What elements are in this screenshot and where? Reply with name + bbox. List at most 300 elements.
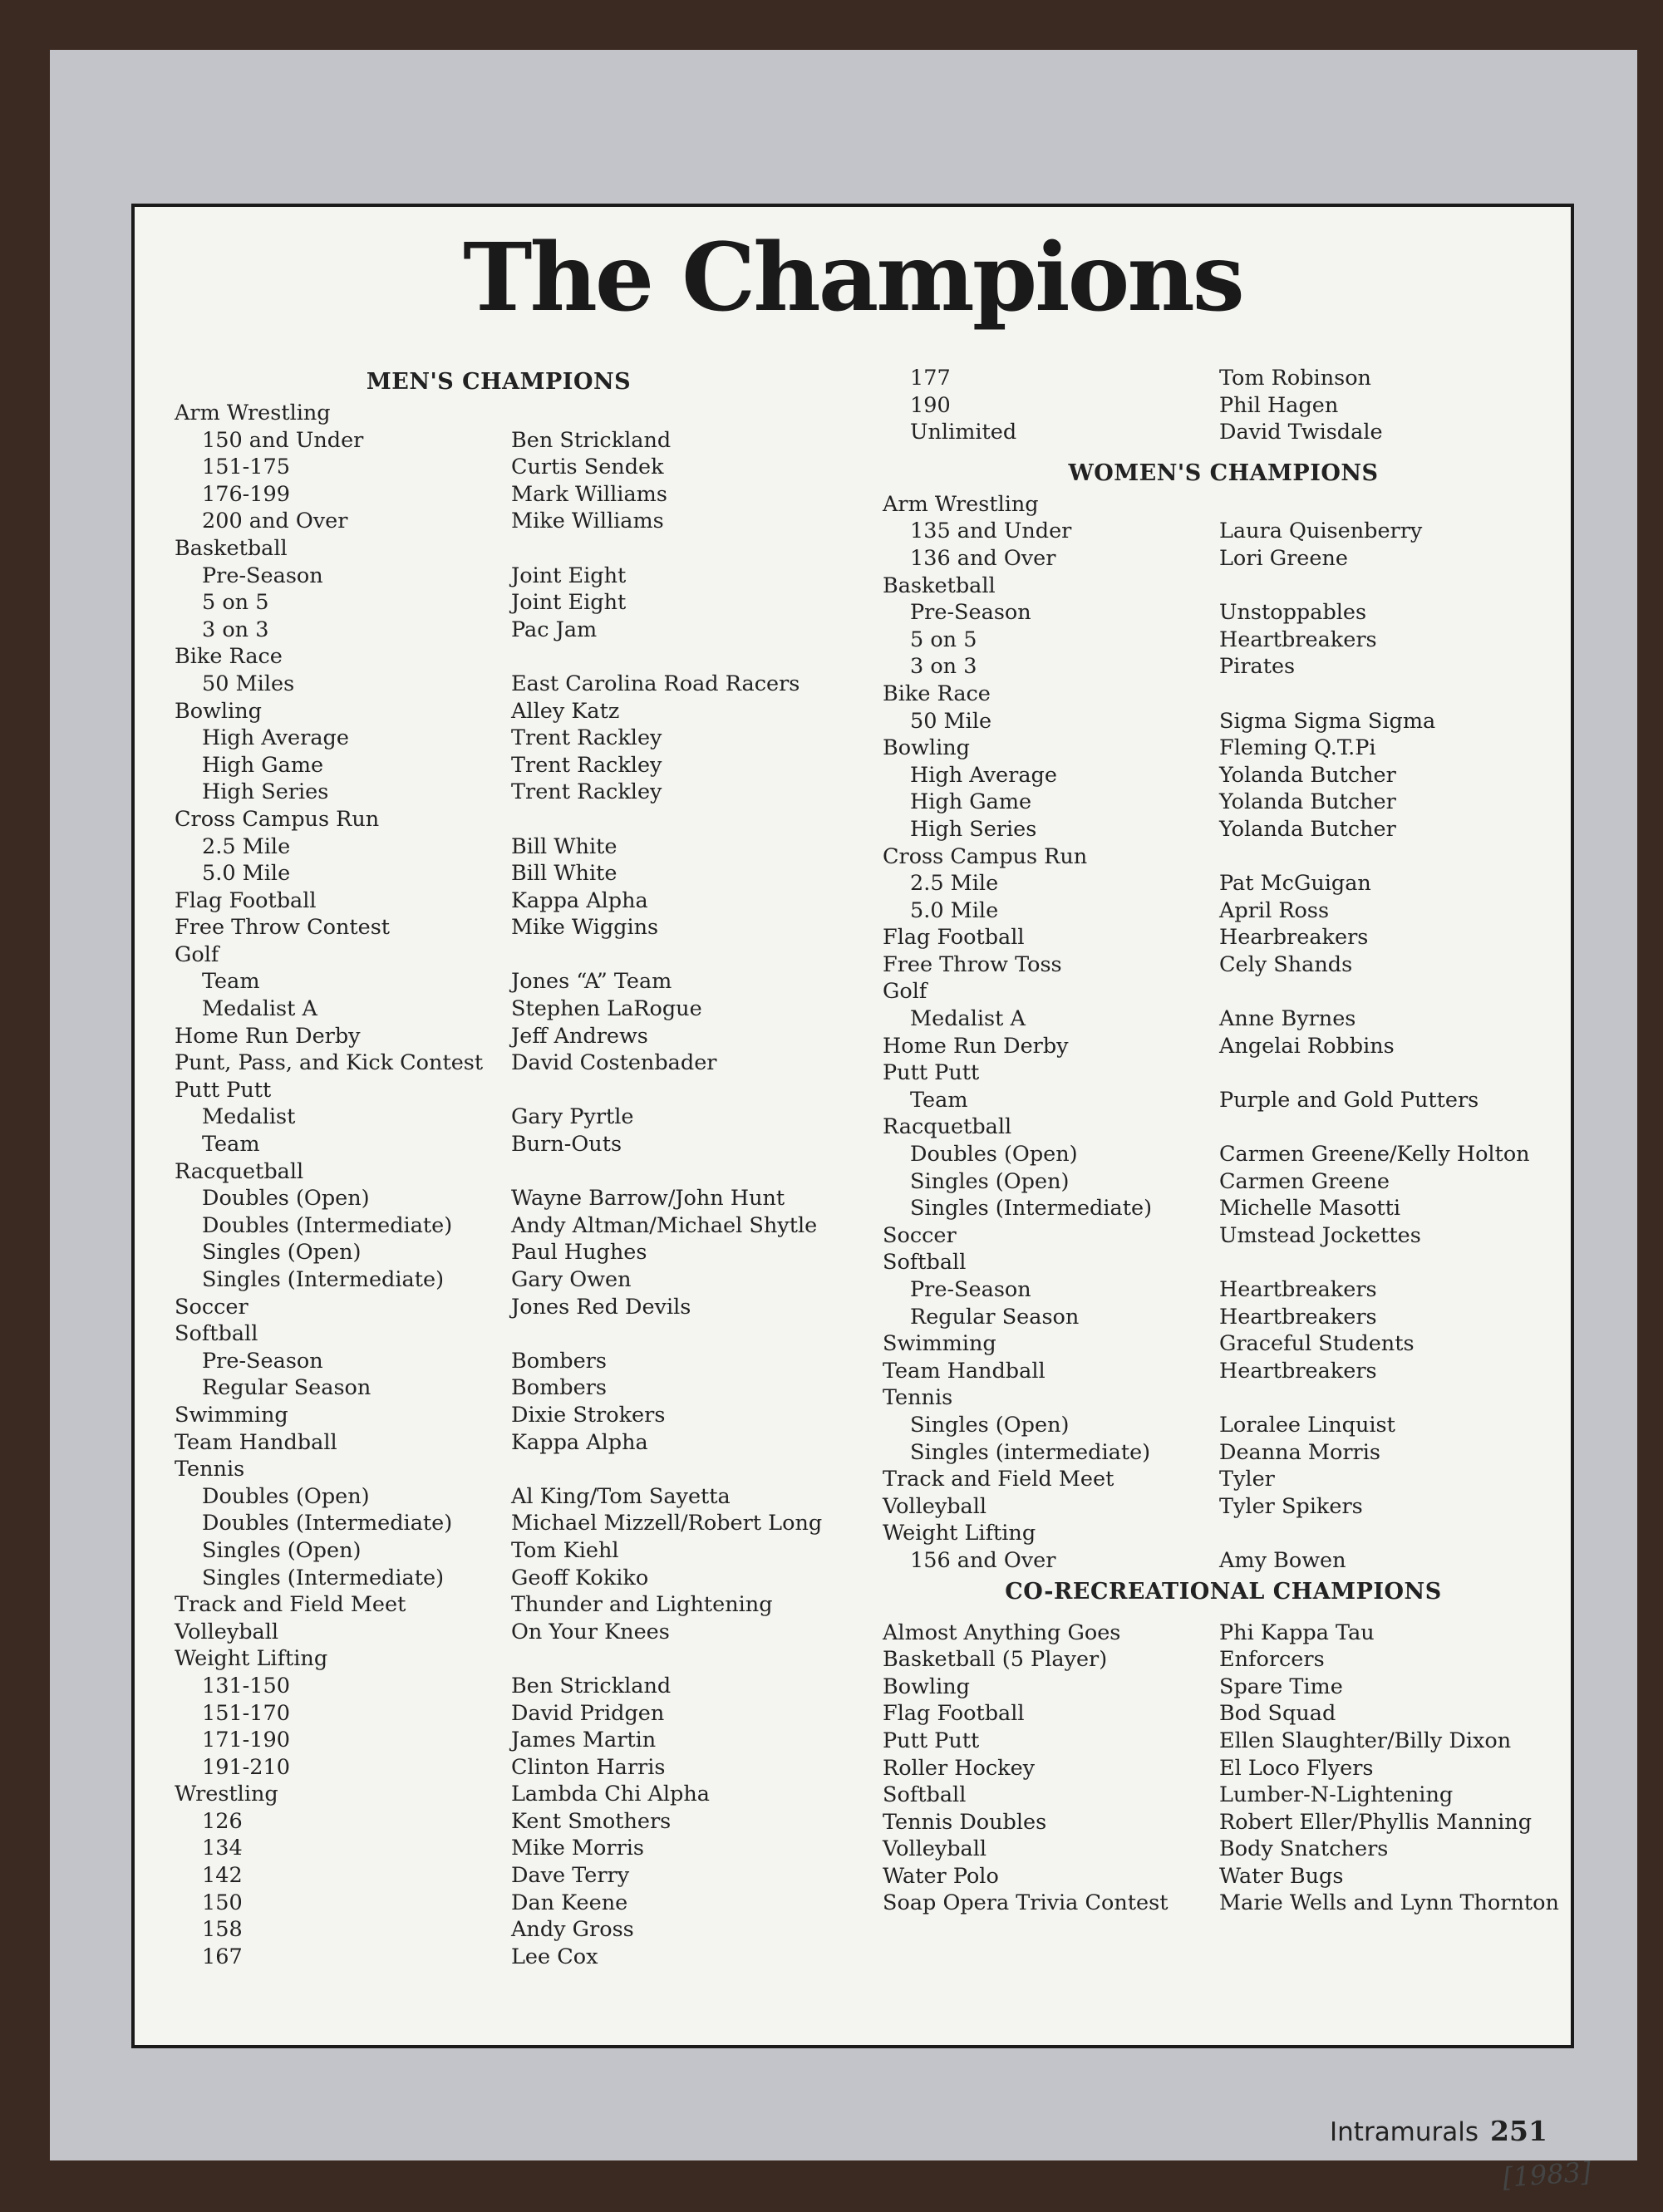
event-name: Medalist A xyxy=(910,1006,1026,1032)
champion-name xyxy=(1219,1113,1564,1141)
champion-name: Joint Eight xyxy=(511,563,627,588)
corec-list xyxy=(883,1620,1564,1918)
event-name: Doubles (Open) xyxy=(202,1186,370,1212)
champion-name: On Your Knees xyxy=(511,1619,670,1644)
result-row xyxy=(883,1890,1564,1917)
champion-name: April Ross xyxy=(1219,897,1330,923)
event-name: Doubles (Intermediate) xyxy=(202,1212,453,1238)
champion-name: Mike Williams xyxy=(511,509,664,534)
event-name: Free Throw Contest xyxy=(175,915,391,941)
event-name: 151-170 xyxy=(202,1700,290,1726)
result-row xyxy=(883,1700,1564,1728)
result-row xyxy=(175,698,856,725)
champion-name: Bod Squad xyxy=(1219,1701,1336,1727)
event-name: 5 on 5 xyxy=(910,627,977,652)
event-name: 3 on 3 xyxy=(202,617,269,642)
champion-name: Lori Greene xyxy=(1219,545,1348,571)
result-row xyxy=(175,1483,856,1511)
result-row xyxy=(175,1916,856,1944)
event-name: 5.0 Mile xyxy=(202,861,291,887)
corec-heading: CO-RECREATIONAL CHAMPIONS xyxy=(1005,1578,1442,1605)
result-row xyxy=(175,1862,856,1890)
event-name: Tennis xyxy=(175,1457,245,1482)
event-name: Team xyxy=(910,1087,968,1113)
result-row xyxy=(883,1005,1564,1033)
result-row xyxy=(883,1439,1564,1467)
result-row xyxy=(883,897,1564,925)
champion-name: Andy Gross xyxy=(511,1917,634,1943)
result-row xyxy=(883,1674,1564,1701)
result-row xyxy=(175,887,856,915)
champion-name: Ben Strickland xyxy=(511,1673,672,1698)
event-name: Swimming xyxy=(175,1402,288,1428)
champion-name: Dave Terry xyxy=(511,1863,630,1889)
result-row xyxy=(883,1809,1564,1836)
result-row xyxy=(883,1358,1564,1385)
result-row xyxy=(883,1168,1564,1196)
champion-name: Sigma Sigma Sigma xyxy=(1219,708,1436,734)
champion-name: Tyler xyxy=(1219,1467,1275,1492)
champion-name: El Loco Flyers xyxy=(1219,1755,1374,1781)
event-name: Golf xyxy=(883,979,927,1005)
champion-name: Kent Smothers xyxy=(511,1808,672,1834)
event-name: Regular Season xyxy=(910,1304,1080,1330)
result-row xyxy=(175,1456,856,1483)
champion-name: Mike Wiggins xyxy=(511,915,659,941)
mens-list xyxy=(175,400,856,1970)
event-name: 135 and Under xyxy=(910,519,1072,544)
champion-name xyxy=(1219,1384,1564,1412)
event-name: Punt, Pass, and Kick Contest xyxy=(175,1050,484,1076)
event-name: Arm Wrestling xyxy=(883,491,1039,517)
champion-name: Jones “A” Team xyxy=(511,969,672,995)
result-row xyxy=(175,1429,856,1457)
result-row xyxy=(175,1320,856,1348)
event-name: Pre-Season xyxy=(910,1277,1031,1302)
champion-name xyxy=(1219,978,1564,1005)
result-row xyxy=(175,1348,856,1375)
event-name: 136 and Over xyxy=(910,545,1056,571)
result-row xyxy=(883,365,1564,392)
champion-name: Bill White xyxy=(511,861,617,887)
result-row xyxy=(175,1700,856,1728)
event-name: 191-210 xyxy=(202,1754,290,1780)
result-row xyxy=(175,725,856,752)
champion-name: Heartbreakers xyxy=(1219,627,1377,652)
champion-name: Andy Altman/Michael Shytle xyxy=(511,1212,818,1238)
event-name: 150 and Under xyxy=(202,427,364,453)
event-name: Weight Lifting xyxy=(175,1646,328,1672)
champion-name: Lumber-N-Lightening xyxy=(1219,1782,1454,1808)
event-name: 142 xyxy=(202,1863,243,1889)
result-row xyxy=(883,1087,1564,1114)
event-name: Soccer xyxy=(883,1222,957,1248)
event-name: Soccer xyxy=(175,1294,248,1320)
result-row xyxy=(883,870,1564,897)
champion-name: Lambda Chi Alpha xyxy=(511,1782,710,1807)
champion-name: Dixie Strokers xyxy=(511,1402,666,1428)
event-name: 150 xyxy=(202,1890,243,1915)
event-name: Singles (Open) xyxy=(910,1168,1070,1194)
result-row xyxy=(883,681,1564,708)
result-row xyxy=(175,1158,856,1186)
event-name: Medalist A xyxy=(202,996,317,1022)
champion-name: East Carolina Road Racers xyxy=(511,671,800,696)
champion-name: Al King/Tom Sayetta xyxy=(511,1483,731,1509)
event-name: Basketball xyxy=(883,573,996,598)
result-row xyxy=(883,1033,1564,1060)
champion-name: Carmen Greene/Kelly Holton xyxy=(1219,1142,1530,1167)
page-title: The Champions xyxy=(463,224,1242,332)
event-name: Soap Opera Trivia Contest xyxy=(883,1890,1169,1916)
event-name: Water Polo xyxy=(883,1863,999,1889)
event-name: 134 xyxy=(202,1836,243,1861)
event-name: 5.0 Mile xyxy=(910,897,999,923)
champion-name: Thunder and Lightening xyxy=(511,1592,773,1618)
result-row xyxy=(175,535,856,563)
result-row xyxy=(175,1239,856,1266)
champion-name: Dan Keene xyxy=(511,1890,628,1915)
champion-name: Clinton Harris xyxy=(511,1754,666,1780)
event-name: Pre-Season xyxy=(202,563,323,588)
champion-name xyxy=(1219,843,1564,871)
result-row xyxy=(175,752,856,779)
champion-name: Curtis Sendek xyxy=(511,455,664,480)
champion-name: Jones Red Devils xyxy=(511,1294,691,1320)
event-name: 3 on 3 xyxy=(910,654,977,680)
champion-name: Heartbreakers xyxy=(1219,1277,1377,1302)
champion-name: Gary Pyrtle xyxy=(511,1104,634,1130)
event-name: Singles (intermediate) xyxy=(910,1439,1151,1465)
result-row xyxy=(883,1520,1564,1547)
result-row xyxy=(883,1728,1564,1755)
result-row xyxy=(175,1890,856,1917)
result-row xyxy=(883,545,1564,573)
champion-name xyxy=(511,1077,856,1104)
champion-name: Heartbreakers xyxy=(1219,1358,1377,1384)
event-name: Free Throw Toss xyxy=(883,951,1062,977)
result-row xyxy=(175,1537,856,1565)
result-row xyxy=(883,816,1564,843)
champion-name: James Martin xyxy=(511,1728,657,1753)
champion-name: Mike Morris xyxy=(511,1836,644,1861)
event-name: Volleyball xyxy=(175,1619,279,1644)
result-row xyxy=(883,1384,1564,1412)
result-row xyxy=(175,1185,856,1212)
champion-name: Yolanda Butcher xyxy=(1219,762,1396,788)
champion-name: Tyler Spikers xyxy=(1219,1493,1363,1519)
champion-name: Robert Eller/Phyllis Manning xyxy=(1219,1809,1533,1835)
event-name: Flag Football xyxy=(175,887,317,913)
event-name: High Average xyxy=(910,762,1057,788)
champion-name: Michael Mizzell/Robert Long xyxy=(511,1511,823,1536)
champion-name: Trent Rackley xyxy=(511,779,662,805)
result-row xyxy=(175,1781,856,1808)
result-row xyxy=(883,1276,1564,1304)
result-row xyxy=(883,708,1564,735)
champion-name: Pirates xyxy=(1219,654,1296,680)
event-name: Tennis xyxy=(883,1385,953,1411)
champion-name: Alley Katz xyxy=(511,698,620,724)
result-row xyxy=(883,1141,1564,1168)
event-name: Home Run Derby xyxy=(175,1023,361,1049)
result-row xyxy=(175,1808,856,1836)
result-row xyxy=(883,573,1564,600)
event-name: Softball xyxy=(883,1782,967,1808)
champion-name xyxy=(511,1456,856,1483)
champion-name: Carmen Greene xyxy=(1219,1168,1390,1194)
champion-name: David Costenbader xyxy=(511,1050,717,1076)
champion-name xyxy=(511,1645,856,1673)
champion-name: Ben Strickland xyxy=(511,427,672,453)
champion-name: Kappa Alpha xyxy=(511,887,648,913)
mens-continued-list xyxy=(883,365,1564,446)
champion-name: Anne Byrnes xyxy=(1219,1006,1356,1032)
result-row xyxy=(175,779,856,806)
champion-name: Paul Hughes xyxy=(511,1240,647,1266)
result-row xyxy=(175,671,856,698)
result-row xyxy=(175,1727,856,1754)
result-row xyxy=(175,1104,856,1131)
event-name: 151-175 xyxy=(202,455,290,480)
champion-name: Laura Quisenberry xyxy=(1219,519,1423,544)
result-row xyxy=(175,1131,856,1158)
champion-name: Body Snatchers xyxy=(1219,1836,1389,1862)
result-row xyxy=(883,1412,1564,1439)
event-name: Singles (Intermediate) xyxy=(202,1267,445,1292)
event-name: Volleyball xyxy=(883,1493,987,1519)
event-name: Arm Wrestling xyxy=(175,401,331,425)
champion-name: Joint Eight xyxy=(511,590,627,616)
footer-section: Intramurals xyxy=(1330,2117,1479,2147)
event-name: Softball xyxy=(883,1250,967,1276)
result-row xyxy=(175,643,856,671)
champion-name: Unstoppables xyxy=(1219,600,1367,626)
champion-name xyxy=(511,1320,856,1348)
champion-name: Mark Williams xyxy=(511,481,667,507)
event-name: 50 Miles xyxy=(202,671,295,696)
result-row xyxy=(175,1835,856,1862)
result-row xyxy=(883,1782,1564,1809)
result-row xyxy=(175,1294,856,1321)
champion-name: Pac Jam xyxy=(511,617,598,642)
event-name: Roller Hockey xyxy=(883,1755,1036,1781)
champion-name xyxy=(1219,573,1564,600)
result-row xyxy=(883,1836,1564,1863)
champion-name: Jeff Andrews xyxy=(511,1023,648,1049)
champion-name: Umstead Jockettes xyxy=(1219,1222,1421,1248)
champion-name: Yolanda Butcher xyxy=(1219,789,1396,815)
event-name: 131-150 xyxy=(202,1673,290,1698)
event-name: Doubles (Open) xyxy=(202,1483,370,1509)
result-row xyxy=(883,1646,1564,1674)
event-name: Golf xyxy=(175,941,219,967)
champion-name xyxy=(511,400,856,427)
result-row xyxy=(883,843,1564,871)
result-row xyxy=(883,1547,1564,1575)
champion-name: Lee Cox xyxy=(511,1944,598,1969)
result-row xyxy=(175,833,856,861)
event-name: Team Handball xyxy=(175,1429,337,1455)
result-row xyxy=(175,427,856,455)
result-row xyxy=(883,627,1564,654)
event-name: Volleyball xyxy=(883,1836,987,1862)
right-column xyxy=(883,365,1564,1917)
event-name: Singles (Intermediate) xyxy=(202,1565,445,1590)
event-name: 200 and Over xyxy=(202,509,348,534)
yearbook-page xyxy=(50,50,1637,2194)
champion-name: Phil Hagen xyxy=(1219,392,1339,418)
event-name: Putt Putt xyxy=(175,1077,272,1103)
event-name: Putt Putt xyxy=(883,1060,980,1086)
result-row xyxy=(883,1755,1564,1782)
event-name: High Game xyxy=(202,752,324,778)
result-row xyxy=(175,400,856,427)
result-row xyxy=(175,1402,856,1429)
result-row xyxy=(175,1645,856,1673)
result-row xyxy=(175,1266,856,1294)
result-row xyxy=(175,995,856,1023)
event-name: Softball xyxy=(175,1321,258,1347)
event-name: 167 xyxy=(202,1944,243,1969)
result-row xyxy=(175,563,856,590)
champion-name: Bill White xyxy=(511,833,617,859)
event-name: Singles (Intermediate) xyxy=(910,1196,1153,1222)
result-row xyxy=(883,924,1564,951)
result-row xyxy=(883,1493,1564,1521)
champion-name: Michelle Masotti xyxy=(1219,1196,1400,1222)
mens-column xyxy=(175,365,856,1970)
result-row xyxy=(883,762,1564,789)
result-row xyxy=(883,978,1564,1005)
champion-name: Fleming Q.T.Pi xyxy=(1219,735,1376,761)
mens-heading: MEN'S CHAMPIONS xyxy=(366,369,632,395)
champion-name: Bombers xyxy=(511,1375,607,1401)
result-row xyxy=(883,1304,1564,1331)
event-name: Unlimited xyxy=(910,420,1017,445)
event-name: 190 xyxy=(910,392,951,418)
result-row xyxy=(175,617,856,644)
result-row xyxy=(175,1754,856,1782)
champion-name: Trent Rackley xyxy=(511,725,662,751)
result-row xyxy=(883,735,1564,762)
champion-name xyxy=(511,806,856,833)
result-row xyxy=(175,1591,856,1619)
event-name: Team xyxy=(202,969,260,995)
result-row xyxy=(175,968,856,995)
champion-name xyxy=(1219,681,1564,708)
result-row xyxy=(883,1620,1564,1647)
event-name: Team Handball xyxy=(883,1358,1046,1384)
womens-list xyxy=(883,491,1564,1575)
event-name: Singles (Open) xyxy=(202,1240,362,1266)
event-name: Basketball (5 Player) xyxy=(883,1647,1108,1673)
result-row xyxy=(175,1023,856,1050)
result-row xyxy=(175,508,856,535)
champion-name: Wayne Barrow/John Hunt xyxy=(511,1186,785,1212)
event-name: High Game xyxy=(910,789,1032,815)
champion-name: Deanna Morris xyxy=(1219,1439,1380,1465)
champion-name: Trent Rackley xyxy=(511,752,662,778)
result-row xyxy=(883,1059,1564,1087)
event-name: Bike Race xyxy=(883,681,991,706)
event-name: Cross Campus Run xyxy=(175,806,380,832)
event-name: High Average xyxy=(202,725,349,751)
champion-name: Gary Owen xyxy=(511,1267,632,1292)
event-name: Medalist xyxy=(202,1104,296,1130)
event-name: Home Run Derby xyxy=(883,1033,1069,1059)
champion-name xyxy=(1219,1249,1564,1276)
event-name: 2.5 Mile xyxy=(910,871,999,897)
champion-name: Bombers xyxy=(511,1348,607,1374)
result-row xyxy=(175,454,856,481)
result-row xyxy=(883,653,1564,681)
result-row xyxy=(175,1673,856,1700)
champion-name xyxy=(511,941,856,969)
champion-name: Pat McGuigan xyxy=(1219,871,1371,897)
champion-name: Cely Shands xyxy=(1219,951,1353,977)
event-name: Tennis Doubles xyxy=(883,1809,1047,1835)
event-name: Doubles (Open) xyxy=(910,1142,1078,1167)
champion-name: Amy Bowen xyxy=(1219,1547,1346,1573)
champion-name: Yolanda Butcher xyxy=(1219,816,1396,842)
result-row xyxy=(175,860,856,887)
event-name: Bowling xyxy=(175,698,262,724)
result-row xyxy=(883,599,1564,627)
champion-name: Purple and Gold Putters xyxy=(1219,1087,1479,1113)
event-name: Doubles (Intermediate) xyxy=(202,1511,453,1536)
champion-name: Water Bugs xyxy=(1219,1863,1344,1889)
result-row xyxy=(883,1195,1564,1222)
result-row xyxy=(883,789,1564,816)
champion-name: Spare Time xyxy=(1219,1674,1343,1699)
event-name: 126 xyxy=(202,1808,243,1834)
champion-name: Loralee Linquist xyxy=(1219,1412,1395,1438)
champion-name: Tom Robinson xyxy=(1219,366,1371,391)
event-name: 176-199 xyxy=(202,481,290,507)
event-name: Track and Field Meet xyxy=(175,1592,406,1618)
event-name: Wrestling xyxy=(175,1782,278,1807)
champion-name: Hearbreakers xyxy=(1219,925,1369,951)
event-name: Racquetball xyxy=(175,1158,304,1184)
event-name: Bowling xyxy=(883,735,970,761)
champion-name xyxy=(1219,491,1564,519)
page-footer xyxy=(1330,2115,1547,2147)
event-name: 2.5 Mile xyxy=(202,833,291,859)
event-name: Pre-Season xyxy=(202,1348,323,1374)
event-name: 158 xyxy=(202,1917,243,1943)
champion-name: Heartbreakers xyxy=(1219,1304,1377,1330)
result-row xyxy=(883,1222,1564,1250)
event-name: 171-190 xyxy=(202,1728,290,1753)
event-name: Racquetball xyxy=(883,1114,1012,1140)
event-name: High Series xyxy=(910,816,1037,842)
champion-name: Geoff Kokiko xyxy=(511,1565,649,1590)
event-name: Singles (Open) xyxy=(910,1412,1070,1438)
event-name: Weight Lifting xyxy=(883,1521,1036,1546)
event-name: Basketball xyxy=(175,535,288,561)
champion-name xyxy=(1219,1059,1564,1087)
result-row xyxy=(175,941,856,969)
event-name: Pre-Season xyxy=(910,600,1031,626)
result-row xyxy=(883,392,1564,420)
champion-name xyxy=(1219,1520,1564,1547)
result-row xyxy=(175,1077,856,1104)
event-name: 156 and Over xyxy=(910,1547,1056,1573)
result-row xyxy=(883,1330,1564,1358)
result-row xyxy=(883,518,1564,545)
handwritten-year-note: [1983] xyxy=(1501,2155,1592,2194)
